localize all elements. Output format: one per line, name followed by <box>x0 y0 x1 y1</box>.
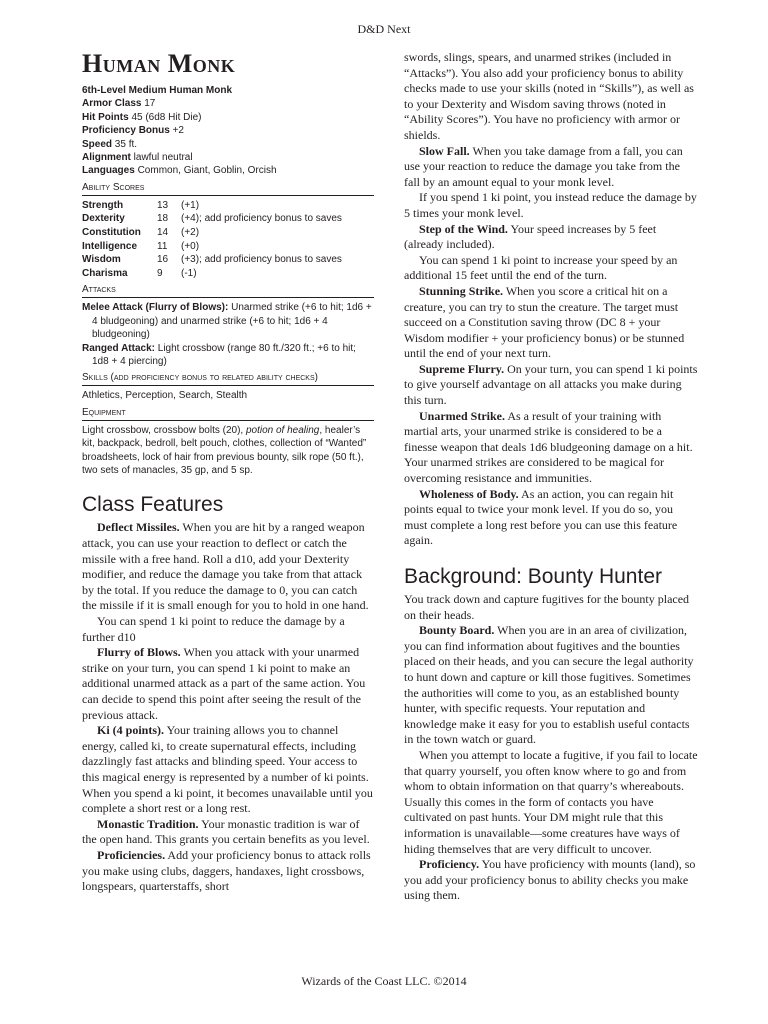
monastic-tradition: Monastic Tradition. Your monastic tradition is war of the open hand. This grants you certain benefits as you level. <box>82 816 370 847</box>
step-of-the-wind-ki: You can spend 1 ki point to increase your speed by an additional 15 feet until the end of the turn. <box>404 252 678 283</box>
ranged-attack: Ranged Attack: Light crossbow (range 80 ft./320 ft.; +6 to hit; 1d8 + 4 piercing) <box>82 342 356 368</box>
melee-attack: Melee Attack (Flurry of Blows): Unarmed strike (+6 to hit; 1d6 + 4 bludgeoning) and unarmed strike (+6 to hit; 1d6 + 4 bludgeoning) <box>82 302 372 341</box>
stat-block-title: Human Monk <box>82 49 236 78</box>
stat-alignment: Alignment lawful neutral <box>82 152 193 164</box>
wholeness-of-body: Wholeness of Body. As an action, you can regain hit points equal to twice your monk level. If you do so, you must complete a long rest before you can use this feature again. <box>404 486 678 548</box>
page-footer: Wizards of the Coast LLC. ©2014 <box>301 974 467 988</box>
stat-hit-points: Hit Points 45 (6d8 Hit Die) <box>82 111 202 123</box>
stat-languages: Languages Common, Giant, Goblin, Orcish <box>82 165 277 177</box>
stat-armor-class: Armor Class 17 <box>82 98 156 110</box>
skills-heading: Skills (add proficiency bonus to related ability checks) <box>82 371 374 386</box>
step-of-the-wind: Step of the Wind. Your speed increases by 5 feet (already included). <box>404 221 657 252</box>
stunning-strike: Stunning Strike. When you score a critical hit on a creature, you can try to stun the creature. The target must succeed on a Constitution saving throw (DC 8 + your Wisdom modifier + your proficiency bonus) or be stunned until the end of your next turn. <box>404 283 685 361</box>
ability-scores-heading: Ability Scores <box>82 181 374 196</box>
class-features-heading: Class Features <box>82 493 224 517</box>
attacks-heading: Attacks <box>82 283 374 298</box>
background-intro: You track down and capture fugitives for the bounty placed on their heads. <box>404 592 690 622</box>
supreme-flurry: Supreme Flurry. On your turn, you can spend 1 ki points to give yourself advantage on all attacks you make during this turn. <box>404 361 698 408</box>
table-row: Wisdom 16 (+3); add proficiency bonus to saves <box>82 254 342 266</box>
table-row: Dexterity 18 (+4); add proficiency bonus to saves <box>82 213 342 225</box>
page-header: D&D Next <box>357 22 411 36</box>
left-column <box>82 50 374 895</box>
slow-fall-ki: If you spend 1 ki point, you instead reduce the damage by 5 times your monk level. <box>404 190 697 220</box>
bounty-board-locate: When you attempt to locate a fugitive, if you fail to locate that quarry yourself, you often know where to go and from whom to obtain information on that quarry’s whereabouts. Usually this comes in the form of contacts you have cultivated on past hunts. Your DM might rule that this information is unavailable—some creatures have ways of hiding themselves that are very difficult to uncover. <box>404 747 698 856</box>
table-row: Constitution 14 (+2) <box>82 227 200 239</box>
proficiencies: Proficiencies. Add your proficiency bonus to attack rolls you make using clubs, daggers, handaxes, light crossbows, longspears, quarterstaffs, short <box>82 847 371 894</box>
unarmed-strike: Unarmed Strike. As a result of your training with martial arts, your unarmed strike is considered to be a finesse weapon that deals 1d6 bludgeoning damage on a hit. Your unarmed strikes are considered to be magical for overcoming resistance and immunities. <box>404 408 693 486</box>
background-proficiency: Proficiency. You have proficiency with mounts (land), so you add your proficiency bonus to ability checks you make using them. <box>404 857 696 903</box>
stat-subtitle: 6th-Level Medium Human Monk <box>82 85 233 96</box>
deflect-missiles-ki: You can spend 1 ki point to reduce the damage by a further d10 <box>82 614 345 644</box>
ability-scores-table <box>82 199 342 281</box>
equipment-list: Light crossbow, crossbow bolts (20), potion of healing, healer’s kit, backpack, bedroll, belt pouch, clothes, collection of “Wanted” broadsheets, lock of hair from previous bounty, silk rope (50 ft.), two sets of manacles, 35 gp, and 5 sp. <box>82 424 367 477</box>
background-heading: Background: Bounty Hunter <box>404 565 662 588</box>
table-row: Charisma 9 (-1) <box>82 267 197 279</box>
proficiencies-continued: swords, slings, spears, and unarmed strikes (included in “Attacks”). You also add your proficiency bonus to ability checks made to use your skills (noted in “Skills”), as well as to your Dexterity and Wisdom saving throws (noted in “Ability Scores”). You have no proficiency with armor or shields. <box>404 50 694 142</box>
slow-fall: Slow Fall. When you take damage from a fall, you can use your reaction to reduce the damage you take from the fall by an amount equal to your monk level. <box>404 143 683 189</box>
right-column <box>404 50 698 904</box>
bounty-board: Bounty Board. When you are in an area of civilization, you can find information about fugitives and the bounties placed on their heads, and you can secure the legal authority to hunt down and capture or kill those fugitives. Sometimes the authorities will come to you, as an established bounty hunter, with specific requests. Your reputation and knowledge make it easy for you to establish useful contacts in the town watch or guard. <box>404 623 694 747</box>
flurry-of-blows: Flurry of Blows. When you attack with your unarmed strike on your turn, you can spend 1 ki point to make an additional unarmed attack as a part of the same action. You can decide to spend this point after seeing the result of the previous attack. <box>82 645 366 722</box>
table-row: Intelligence 11 (+0) <box>82 240 200 252</box>
skills-list: Athletics, Perception, Search, Stealth <box>82 390 248 402</box>
deflect-missiles: Deflect Missiles. When you are hit by a ranged weapon attack, you can use your reaction to deflect or catch the missile with a free hand. Roll a d10, add your Dexterity modifier, and reduce the damage you take from that attack by the total. If you reduce the damage to 0, you can catch the missile if it is small enough for you to hold in one hand. <box>82 520 369 613</box>
table-row: Strength 13 (+1) <box>82 199 200 211</box>
equipment-heading: Equipment <box>82 406 374 421</box>
stat-speed: Speed 35 ft. <box>82 138 138 150</box>
ki-points: Ki (4 points). Your training allows you to channel energy, called ki, to create supernatural effects, including dazzlingly fast attacks and blinding speed. Your access to this magical energy is represented by a number of ki points. When you spend a ki point, it becomes unavailable until you complete a short rest or a long rest. <box>82 723 373 816</box>
stat-proficiency-bonus: Proficiency Bonus +2 <box>82 125 184 137</box>
